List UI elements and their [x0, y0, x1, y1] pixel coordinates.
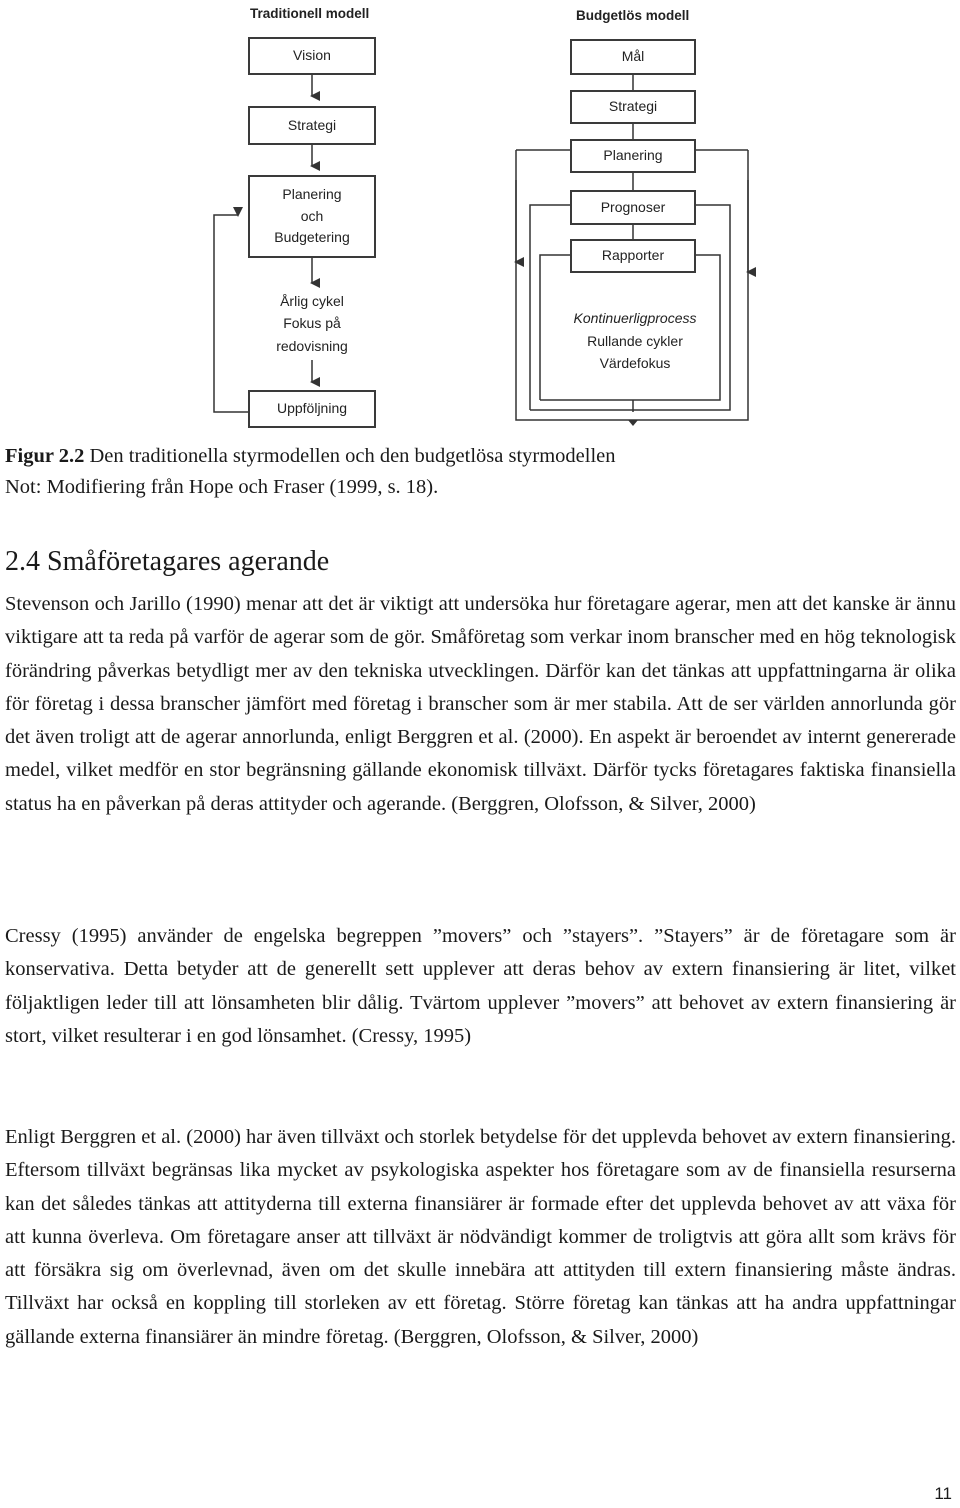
figure-label: Figur 2.2: [5, 445, 85, 467]
paragraph-3: Enligt Berggren et al. (2000) har även tillväxt och storlek betydelse för det upplevda behovet av extern finansiering. Eftersom tillväxt begränsas lika mycket av psykologiska aspekter hos företagare som av de finansiella resurserna kan det således tänkas att attityderna till externa finansiärer är formade efter det upplevda behovet av att växa för att kunna överleva. Om företagare anser att tillväxt är nödvändigt kommer de troligtvis att göra allt som krävs för att försäkra sig om överlevnad, även om det skulle innebära att attityden till extern finansiering måste ändras. Tillväxt har också en koppling till storleken av ett företag. Större företag kan tänkas att ha andra uppfattningar gällande externa finansiärer än mindre företag. (Berggren, Olofsson, & Silver, 2000): [5, 1126, 956, 1348]
uppfoljning-label: Uppföljning: [276, 400, 348, 417]
planering-budgetering-label: Planering och Budgetering: [274, 185, 350, 246]
budgetless-model-title: Budgetlös modell: [576, 8, 690, 23]
strategi-box-2: [570, 90, 696, 124]
planering-box: [570, 139, 696, 173]
mal-label: Mål: [621, 48, 645, 65]
planering-budgetering-box: [248, 175, 376, 258]
vision-box: [248, 37, 376, 75]
uppfoljning-box: [248, 390, 376, 428]
vision-label: Vision: [293, 47, 331, 64]
paragraph-1: Stevenson och Jarillo (1990) menar att det är viktigt att undersöka hur företagare agerar, men att det kanske är ännu viktigare att ta reda på varför de agerar som de gör. Småföretag som verkar inom branscher med en hög teknologisk förändring påverkas betydligt mer av den tekniska utvecklingen. Därför kan det tänkas att uppfattningarna är olika för företag i dessa branscher jämfört med företag i branscher som är mer stabila. Att de ser världen annorlunda gör det även troligt att de agerar annorlunda, enligt Berggren et al. (2000). En aspekt är beroendet av internt genererade medel, vilket medför en stor begränsning gällande ekonomisk tillväxt. Därför tycks företagares faktiska finansiella status ha en påverkan på deras attityder och agerande. (Berggren, Olofsson, & Silver, 2000): [5, 593, 956, 815]
figure-diagram: [200, 0, 780, 435]
section-heading: 2.4 Småföretagares agerande: [5, 546, 330, 577]
strategi-label-2: Strategi: [608, 98, 658, 115]
rullande-cykler-text: Rullande cykler Värdefokus: [587, 333, 683, 372]
paragraph-2: Cressy (1995) använder de engelska begreppen ”movers” och ”stayers”. ”Stayers” är de företagare som är konservativa. Detta betyder att de generellt sett upplever att deras behov av extern finansiering är litet, vilket följaktligen leder till att lönsamheten blir dålig. Tvärtom upplever ”movers” att behovet av extern finansiering är stort, vilket resulterar i en god lönsamhet. (Cressy, 1995): [5, 925, 956, 1047]
strategi-box: [248, 106, 376, 145]
planering-label: Planering: [603, 147, 663, 164]
figure-caption-text: Den traditionella styrmodellen och den budgetlösa styrmodellen: [84, 445, 616, 467]
rapporter-label: Rapporter: [601, 247, 665, 264]
traditional-model-title: Traditionell modell: [250, 6, 370, 21]
mal-box: [570, 39, 696, 75]
arlig-cykel-text: Årlig cykel Fokus på redovisning: [276, 293, 348, 354]
prognoser-label: Prognoser: [600, 198, 666, 215]
figure-note: Not: Modifiering från Hope och Fraser (1999, s. 18).: [5, 476, 439, 498]
page-number: 11: [934, 1484, 952, 1503]
figure-caption: [5, 441, 956, 503]
rapporter-box: [570, 239, 696, 273]
kontinuerlig-process-text: Kontinuerligprocess: [573, 310, 697, 326]
prognoser-box: [570, 190, 696, 225]
strategi-label: Strategi: [287, 116, 337, 133]
